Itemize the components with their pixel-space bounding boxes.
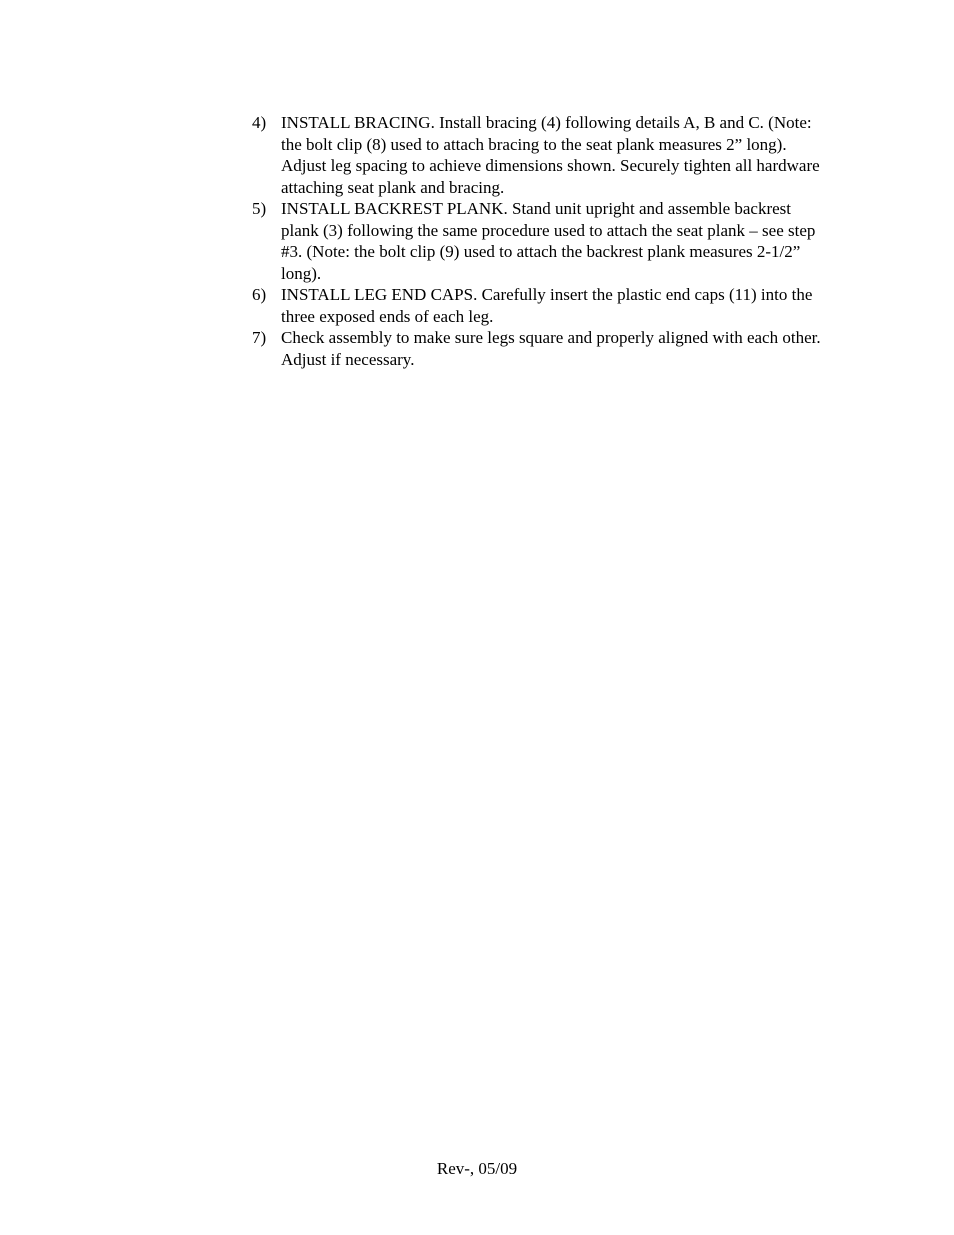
step-item-4: [252, 112, 822, 198]
step-number: 5): [252, 199, 267, 218]
step-number: 4): [252, 113, 267, 132]
step-text: INSTALL BACKREST PLANK. Stand unit upright and assemble backrest plank (3) following the same procedure used to attach the seat plank – see step #3. (Note: the bolt clip (9) used to attach the backrest plank measures 2-1/2” long).: [281, 199, 816, 283]
step-text: Check assembly to make sure legs square and properly aligned with each other. Adjust if necessary.: [281, 328, 821, 369]
step-item-7: [252, 327, 822, 370]
step-item-5: [252, 198, 822, 284]
step-item-6: [252, 284, 822, 327]
revision-footer: Rev-, 05/09: [436, 1159, 518, 1178]
step-number: 7): [252, 328, 267, 347]
step-number: 6): [252, 285, 267, 304]
assembly-steps-list: [252, 112, 822, 370]
step-text: INSTALL BRACING. Install bracing (4) following details A, B and C. (Note: the bolt clip (8) used to attach bracing to the seat plank measures 2” long). Adjust leg spacing to achieve dimensions shown. Securely tighten all hardware attaching seat plank and bracing.: [281, 113, 820, 197]
step-text: INSTALL LEG END CAPS. Carefully insert the plastic end caps (11) into the three exposed ends of each leg.: [281, 285, 813, 326]
